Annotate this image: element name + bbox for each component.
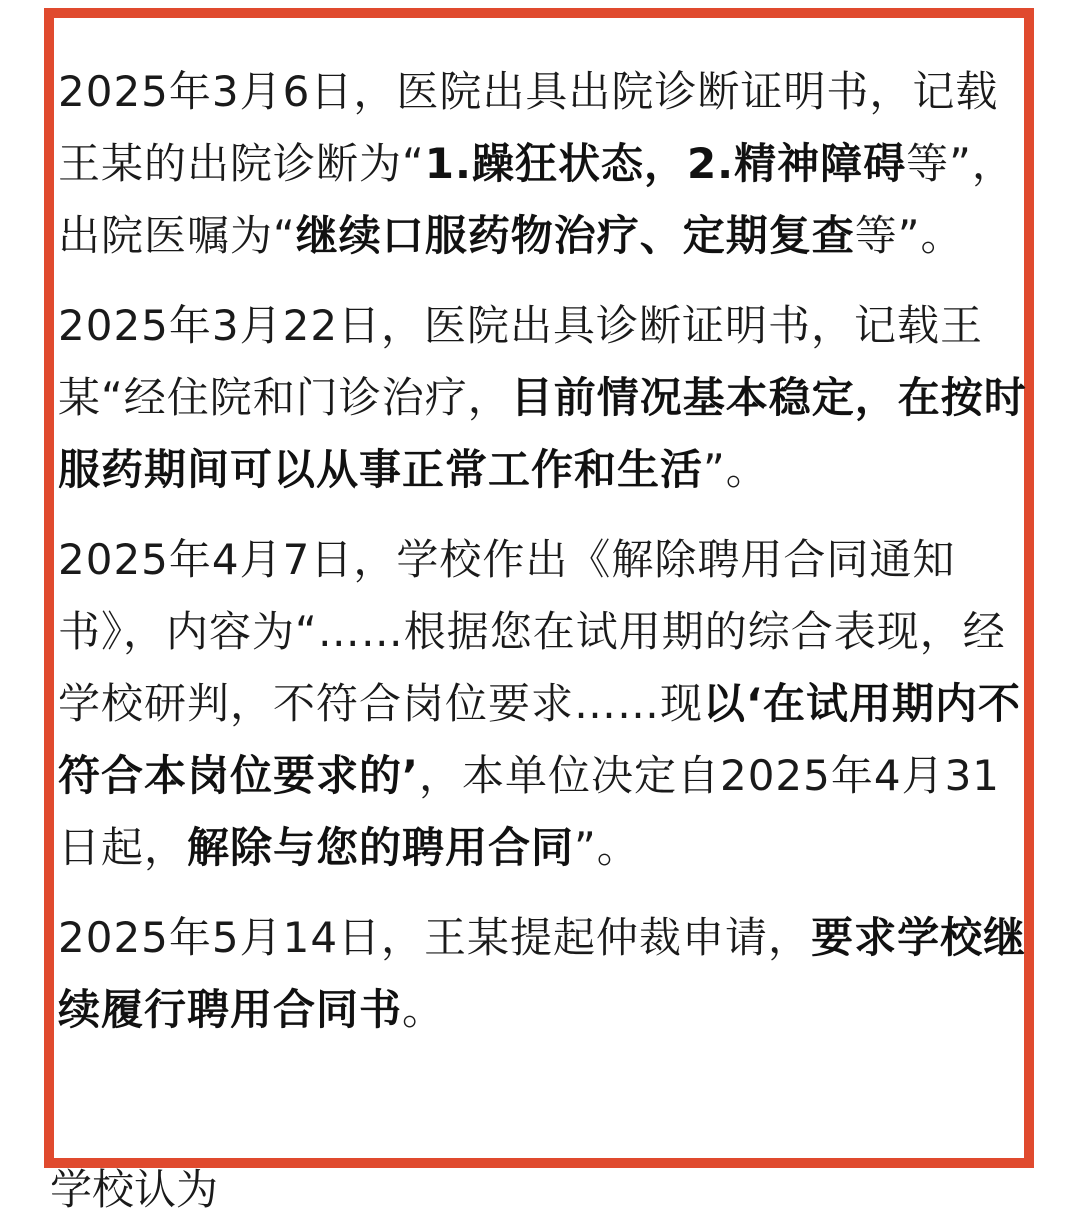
text-segment: 。	[402, 985, 446, 1034]
text-segment: ”。	[703, 445, 769, 494]
text-segment: ”。	[574, 823, 640, 872]
text-segment: 2025年5月14日，王某提起仲裁申请，	[58, 913, 812, 962]
text-segment: 2025年4月7日，学校作出《解除聘用合同通知书》，内容为“……根据您在试用期的综合表现，经学校研判，不符合岗位要求……现	[58, 535, 1006, 728]
highlight-frame	[44, 8, 1034, 1168]
bold-segment: 解除与您的聘用合同	[187, 823, 575, 872]
text-segment: 等”，出院医嘱为“	[58, 139, 1015, 260]
article-body	[58, 56, 1038, 1064]
trailing-text-cutoff: 学校认为	[50, 1165, 219, 1214]
bold-segment: 要求学校继续履行聘用合同书	[58, 913, 1027, 1034]
paragraph-diagnosis-certificate	[58, 290, 1038, 506]
bold-segment: 继续口服药物治疗、定期复查	[295, 211, 855, 260]
paragraph-arbitration-request	[58, 902, 1038, 1046]
bold-segment: 以‘在试用期内不符合本岗位要求的’	[58, 679, 1021, 800]
bold-segment: 1.躁狂状态，2.精神障碍	[424, 139, 907, 188]
text-segment: 等”。	[854, 211, 964, 260]
paragraph-discharge-diagnosis	[58, 56, 1038, 272]
bold-segment: 目前情况基本稳定，在按时服药期间可以从事正常工作和生活	[58, 373, 1027, 494]
paragraph-termination-notice	[58, 524, 1038, 884]
text-segment: 2025年3月22日，医院出具诊断证明书，记载王某“经住院和门诊治疗，	[58, 301, 984, 422]
text-segment: ，本单位决定自2025年4月31日起，	[58, 751, 1001, 872]
text-segment: 2025年3月6日，医院出具出院诊断证明书，记载王某的出院诊断为“	[58, 67, 999, 188]
